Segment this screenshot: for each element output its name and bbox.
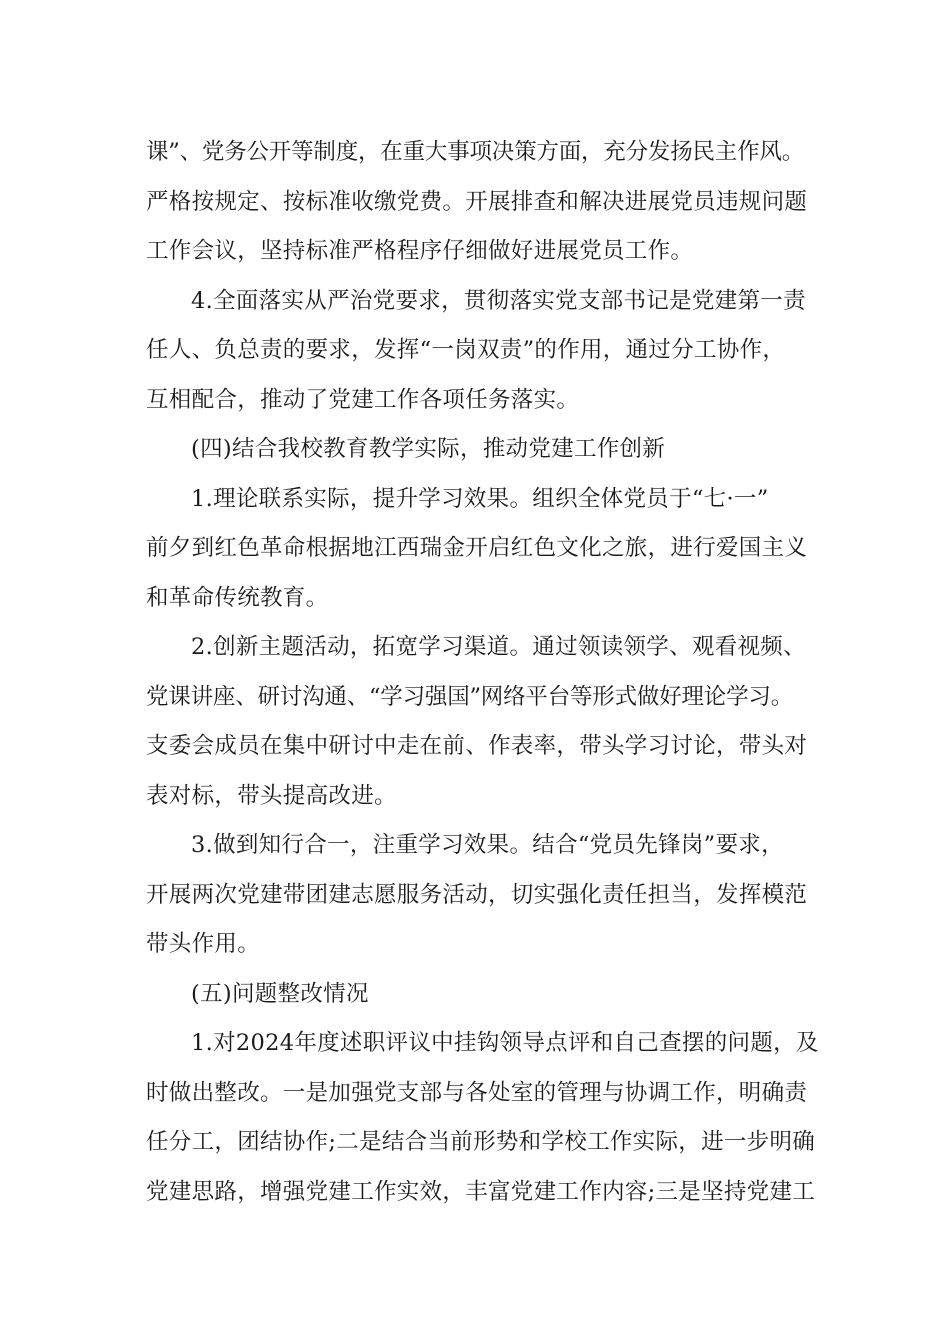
text-line: 时做出整改。一是加强党支部与各处室的管理与协调工作，明确责 xyxy=(146,1079,808,1106)
text-line: 工作会议，坚持标准严格程序仔细做好进展党员工作。 xyxy=(146,238,694,264)
paragraph-start-line: 1.理论联系实际，提升学习效果。组织全体党员于“七·一” xyxy=(191,485,769,512)
document-body xyxy=(146,128,826,1217)
text-line: 支委会成员在集中研讨中走在前、作表率，带头学习讨论，带头对 xyxy=(146,733,808,759)
text-line: 任人、负总责的要求，发挥“一岗双责”的作用，通过分工协作， xyxy=(146,337,786,363)
text-line: 任分工，团结协作;二是结合当前形势和学校工作实际，进一步明确 xyxy=(146,1129,816,1155)
text-line: 表对标，带头提高改进。 xyxy=(146,782,397,809)
paragraph-start-line: 3.做到知行合一，注重学习效果。结合“党员先锋岗”要求， xyxy=(191,832,784,858)
text-line: 带头作用。 xyxy=(146,931,261,957)
text-line: 党课讲座、研讨沟通、“学习强国”网络平台等形式做好理论学习。 xyxy=(146,683,794,710)
text-line: 严格按规定、按标准收缴党费。开展排查和解决进展党员违规问题 xyxy=(146,188,808,215)
paragraph-start-line: 2.创新主题活动，拓宽学习渠道。通过领读领学、观看视频、 xyxy=(191,634,806,660)
text-line: 前夕到红色革命根据地江西瑞金开启红色文化之旅，进行爱国主义 xyxy=(146,535,808,561)
text-line: 和革命传统教育。 xyxy=(146,584,329,611)
text-line: 课”、党务公开等制度，在重大事项决策方面，充分发扬民主作风。 xyxy=(146,139,805,165)
text-line: 党建思路，增强党建工作实效，丰富党建工作内容;三是坚持党建工 xyxy=(146,1178,816,1205)
section-heading-4: (四)结合我校教育教学实际，推动党建工作创新 xyxy=(191,436,666,462)
section-heading-5: (五)问题整改情况 xyxy=(191,980,369,1007)
paragraph-start-line: 1.对2024年度述职评议中挂钩领导点评和自己查摆的问题，及 xyxy=(191,1030,819,1056)
paragraph-start-line: 4.全面落实从严治党要求，贯彻落实党支部书记是党建第一责 xyxy=(191,287,806,314)
text-line: 互相配合，推动了党建工作各项任务落实。 xyxy=(146,386,580,413)
text-line: 开展两次党建带团建志愿服务活动，切实强化责任担当，发挥模范 xyxy=(146,881,808,908)
